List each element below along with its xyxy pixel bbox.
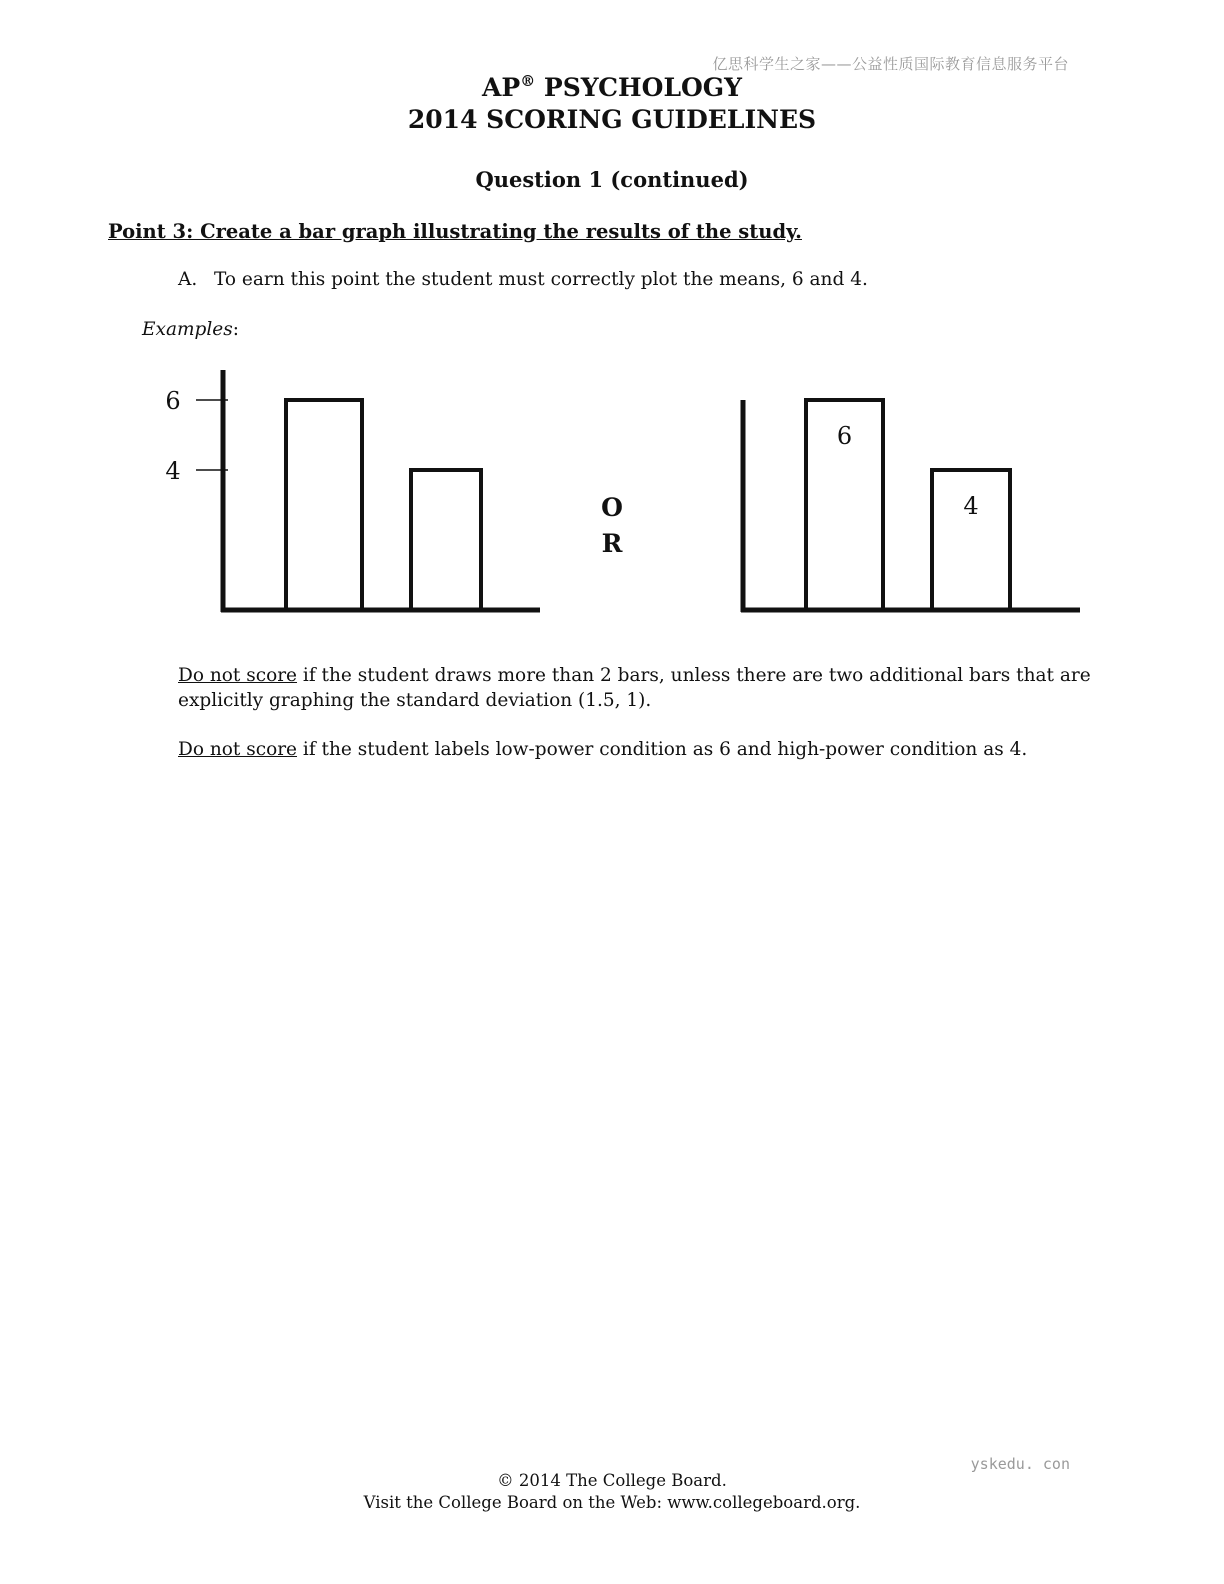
registered-mark: ®: [520, 72, 536, 90]
rule-1-underlined: Do not score: [178, 665, 298, 686]
criterion-text: To earn this point the student must correctly plot the means, 6 and 4.: [214, 269, 868, 290]
site-watermark: yskedu. con: [970, 1455, 1070, 1473]
question-title: Question 1 (continued): [475, 167, 749, 192]
scoring-rule-2: [178, 737, 1098, 762]
criterion-label: A.: [178, 269, 198, 290]
y-tick-label-6: 6: [165, 387, 181, 415]
page-footer: [0, 1470, 1224, 1514]
examples-label: [142, 319, 239, 340]
or-letter-o: O: [601, 493, 623, 522]
header-title-line2: 2014 SCORING GUIDELINES: [407, 105, 817, 134]
bar-1-label: 6: [836, 422, 853, 450]
watermark-text: 亿思科学生之家——公益性质国际教育信息服务平台: [712, 55, 1069, 73]
example-chart-right-svg: [735, 365, 1085, 625]
or-letter-r: R: [601, 529, 623, 558]
criterion-a: [178, 269, 868, 290]
rule-1-text: if the student draws more than 2 bars, unless there are two additional bars that are explicitly graphing the standard deviation (1.5, 1).: [178, 665, 1091, 711]
y-tick-label-4: 4: [165, 457, 181, 485]
footer-copyright: © 2014 The College Board.: [497, 1471, 727, 1490]
rule-2-text: if the student labels low-power condition as 6 and high-power condition as 4.: [297, 739, 1028, 760]
example-chart-left: [150, 365, 550, 625]
header-subject: PSYCHOLOGY: [535, 73, 742, 102]
examples-colon: :: [232, 319, 239, 340]
bar-2-label: 4: [963, 492, 979, 520]
footer-website: Visit the College Board on the Web: www.collegeboard.org.: [363, 1493, 861, 1512]
bar-2: [932, 470, 1010, 610]
scoring-rule-1: [178, 663, 1098, 713]
bar-1: [286, 400, 362, 610]
example-chart-left-svg: [150, 365, 550, 625]
examples-word: Examples: [142, 319, 233, 340]
example-chart-right: [735, 365, 1085, 625]
page-header: [0, 72, 1224, 136]
header-title-line1: [0, 72, 1224, 104]
point-heading: Point 3: Create a bar graph illustrating the results of the study.: [108, 220, 802, 243]
or-separator: [597, 490, 627, 562]
header-ap: AP: [481, 73, 521, 102]
rule-2-underlined: Do not score: [178, 739, 298, 760]
bar-2: [411, 470, 481, 610]
